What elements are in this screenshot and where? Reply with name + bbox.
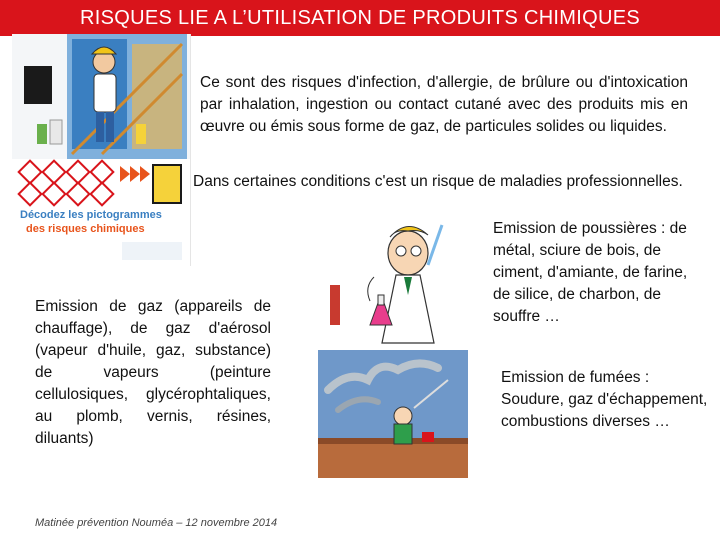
- fumes-worker-illustration: [318, 350, 468, 478]
- footer-caption: Matinée prévention Nouméa – 12 novembre 2014: [35, 517, 278, 529]
- poster-headline-2: des risques chimiques: [26, 223, 145, 235]
- poster-illustration: [12, 34, 190, 266]
- pictogram-poster-image: [12, 34, 191, 266]
- poster-headline-1: Décodez les pictogrammes: [20, 209, 162, 221]
- fumes-emission-text: Emission de fumées : Soudure, gaz d'échappement, combustions diverses …: [501, 369, 708, 430]
- intro-paragraph: Ce sont des risques d'infection, d'allergie, de brûlure ou d'intoxication par inhalation, ingestion ou contact cutané avec des produits mis en œuvre ou émis sous forme de gaz, de particules solides ou liquides.: [200, 74, 688, 135]
- gas-emission-text: Emission de gaz (appareils de chauffage), de gaz d'aérosol (vapeur d'huile, gaz, substance) de vapeurs (peinture cellulosiques, glycérophtaliques, au plomb, vernis, résines, diluants): [35, 298, 271, 447]
- slide-title: RISQUES LIE A L’UTILISATION DE PRODUITS CHIMIQUES: [0, 0, 720, 36]
- dust-emission-text: Emission de poussières : de métal, sciure de bois, de ciment, d'amiante, de farine, de silice, de charbon, de souffre …: [493, 220, 688, 325]
- occupational-disease-paragraph: Dans certaines conditions c'est un risque de maladies professionnelles.: [193, 173, 683, 190]
- chemist-illustration: [330, 215, 480, 345]
